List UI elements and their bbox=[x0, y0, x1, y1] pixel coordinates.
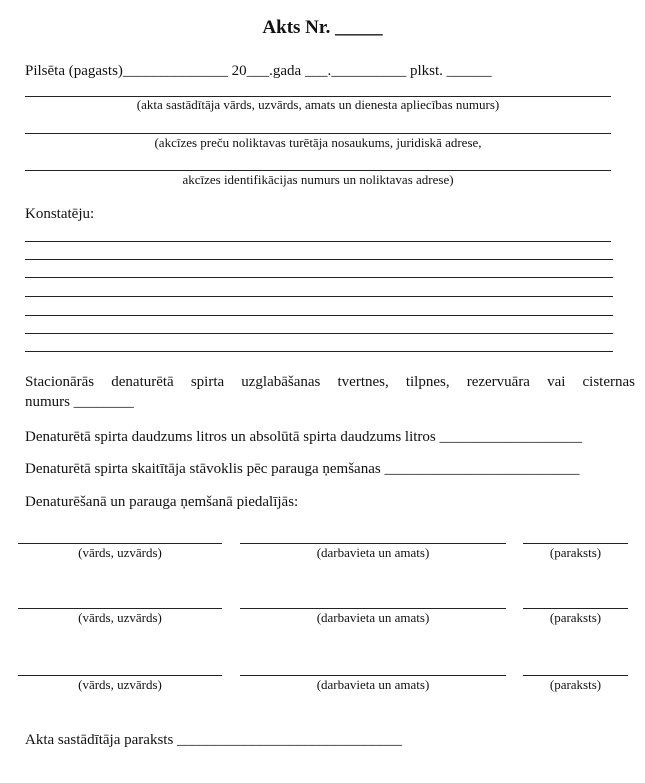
warehouse-blank-line-1 bbox=[25, 133, 611, 134]
participant-name-caption: (vārds, uzvārds) bbox=[78, 677, 162, 692]
konstateju-label: Konstatēju: bbox=[25, 206, 95, 222]
participant-sign-line bbox=[523, 543, 628, 544]
spirit-amount-line: Denaturētā spirta daudzums litros un absolūtā spirta daudzums litros ___________________ bbox=[25, 429, 582, 445]
participant-job-caption: (darbavieta un amats) bbox=[316, 545, 430, 560]
finding-line bbox=[25, 277, 613, 278]
participant-job-line bbox=[240, 543, 506, 544]
finding-line bbox=[25, 351, 613, 352]
warehouse-caption-2: akcīzes identifikācijas numurs un noliktavas adrese) bbox=[182, 172, 454, 187]
participant-sign-caption: (paraksts) bbox=[549, 610, 602, 625]
participant-job-caption: (darbavieta un amats) bbox=[316, 677, 430, 692]
compiler-signature-line: Akta sastādītāja paraksts ______________________________ bbox=[25, 732, 403, 748]
participant-name-caption: (vārds, uzvārds) bbox=[78, 610, 162, 625]
participant-sign-caption: (paraksts) bbox=[549, 677, 602, 692]
finding-line bbox=[25, 296, 613, 297]
finding-line bbox=[25, 241, 611, 242]
participant-job-line bbox=[240, 675, 506, 676]
participants-label: Denaturēšanā un parauga ņemšanā piedalījās: bbox=[25, 494, 299, 510]
participant-sign-line bbox=[523, 608, 628, 609]
finding-line bbox=[25, 259, 613, 260]
participant-name-line bbox=[18, 675, 222, 676]
participant-sign-caption: (paraksts) bbox=[549, 545, 602, 560]
participant-name-line bbox=[18, 608, 222, 609]
finding-line bbox=[25, 315, 613, 316]
warehouse-caption-1: (akcīzes preču noliktavas turētāja nosaukums, juridiskā adrese, bbox=[154, 135, 482, 150]
tank-number-line-2: numurs ________ bbox=[25, 394, 134, 410]
tank-number-line-1: Stacionārās denaturētā spirta uzglabāšanas tvertnes, tilpnes, rezervuāra vai cisternas bbox=[25, 374, 635, 390]
counter-state-line: Denaturētā spirta skaitītāja stāvoklis pēc parauga ņemšanas __________________________ bbox=[25, 461, 580, 477]
participant-name-caption: (vārds, uzvārds) bbox=[78, 545, 162, 560]
participant-sign-line bbox=[523, 675, 628, 676]
finding-line bbox=[25, 333, 613, 334]
place-date-time-line: Pilsēta (pagasts)______________ 20___.gada ___.__________ plkst. ______ bbox=[25, 63, 492, 79]
participant-name-line bbox=[18, 543, 222, 544]
warehouse-blank-line-2 bbox=[25, 170, 611, 171]
participant-job-line bbox=[240, 608, 506, 609]
compiler-caption: (akta sastādītāja vārds, uzvārds, amats un dienesta apliecības numurs) bbox=[136, 97, 500, 112]
document-title: Akts Nr. _____ bbox=[262, 17, 383, 38]
participant-job-caption: (darbavieta un amats) bbox=[316, 610, 430, 625]
